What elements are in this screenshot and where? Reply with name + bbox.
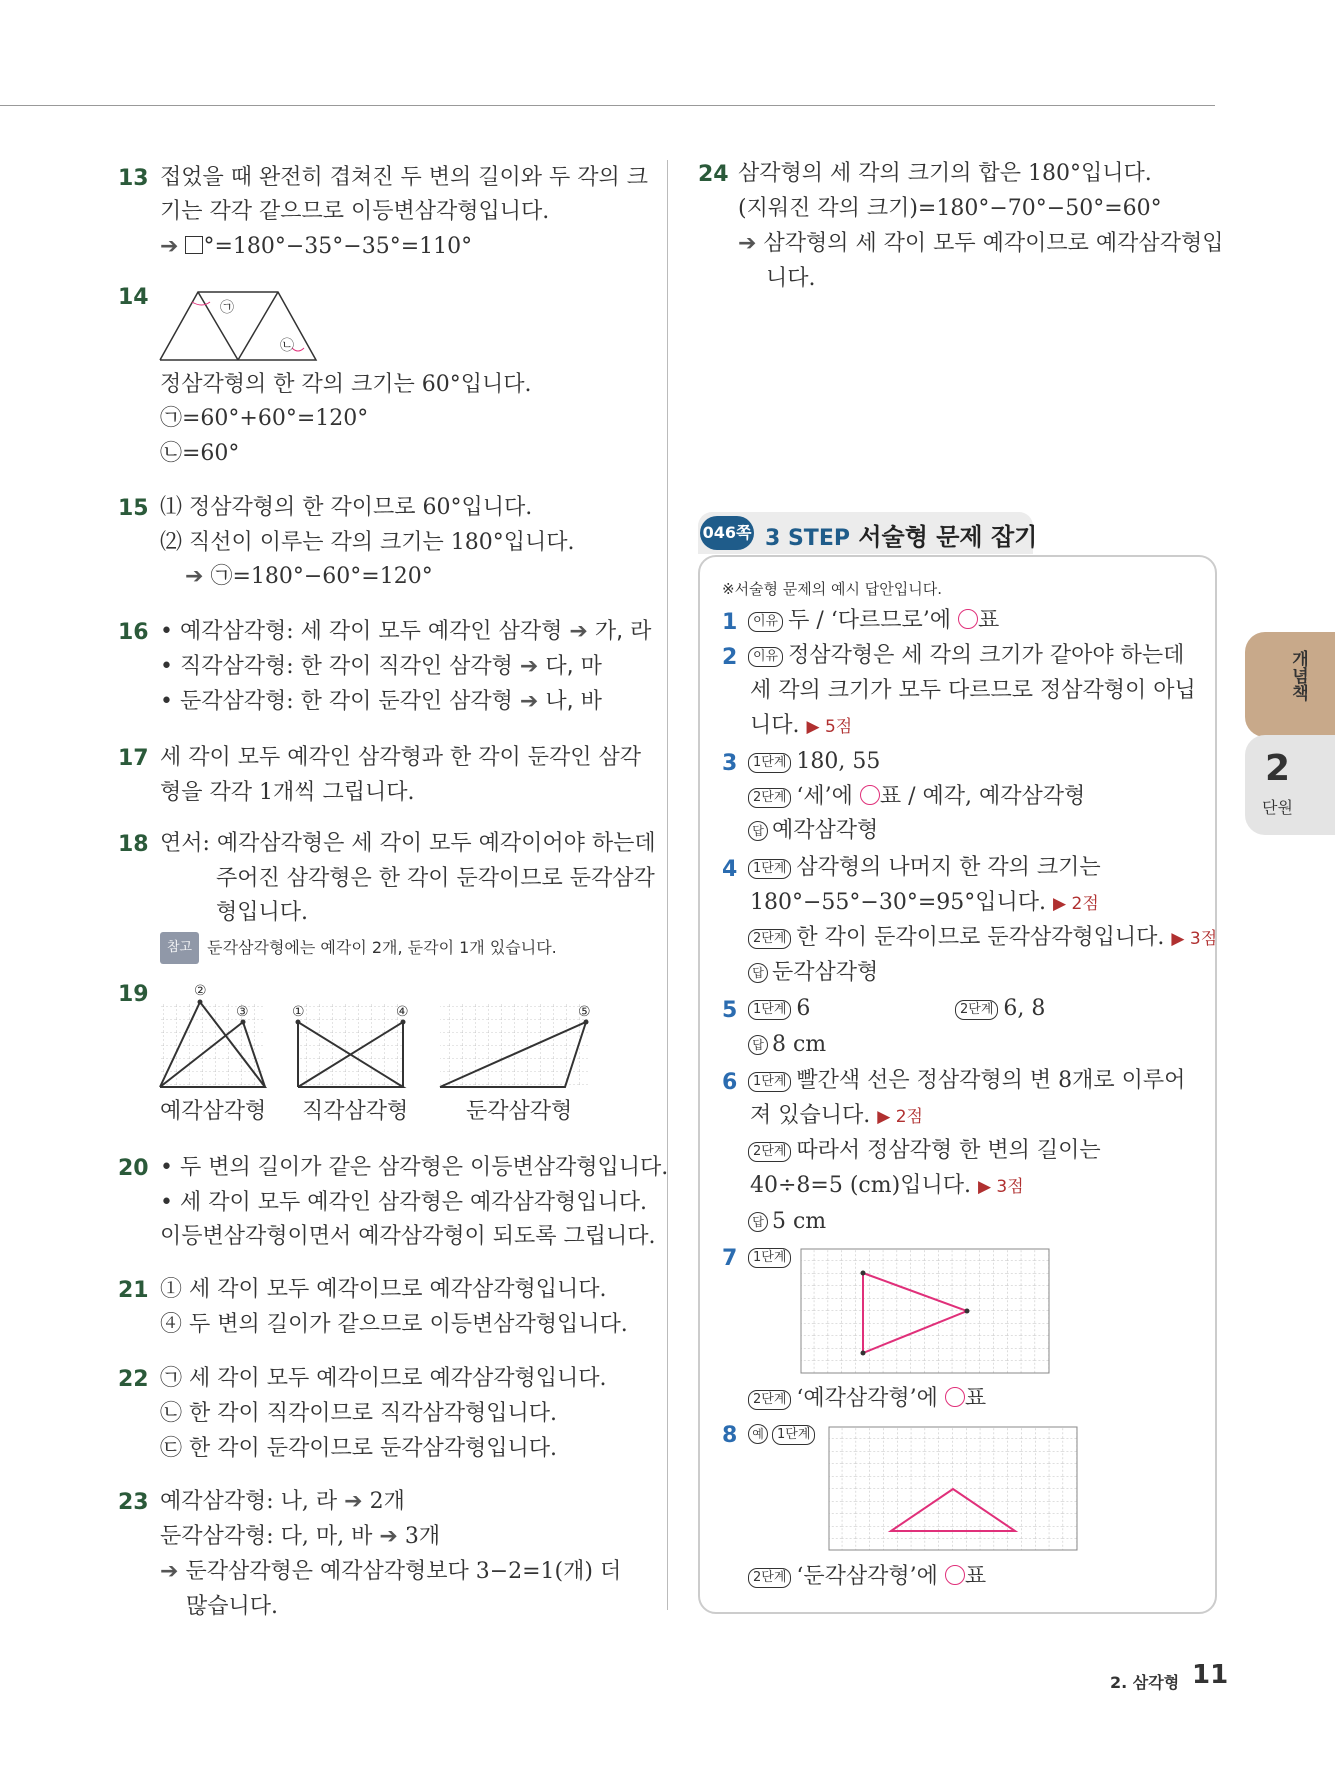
q13-line2: 기는 각각 같으므로 이등변삼각형입니다. — [160, 199, 550, 224]
q16-number: 16 — [118, 620, 149, 645]
q13-number: 13 — [118, 166, 149, 191]
q24-line2: (지워진 각의 크기)=180°−70°−50°=60° — [738, 196, 1162, 221]
q14-line2: ㉠=60°+60°=120° — [160, 406, 369, 431]
q17-line1: 세 각이 모두 예각인 삼각형과 한 각이 둔각인 삼각 — [160, 745, 641, 770]
q22-line2: ㉡ 한 각이 직각이므로 직각삼각형입니다. — [160, 1401, 557, 1426]
q14-parallelogram-diagram — [158, 288, 318, 363]
p5-step2: 2단계 6, 8 — [955, 994, 1045, 1024]
q21-line1: ① 세 각이 모두 예각이므로 예각삼각형입니다. — [160, 1277, 607, 1302]
arrow-icon: ➔ — [185, 564, 204, 589]
p5-answer: 답 8 cm — [748, 1030, 826, 1060]
circle-mark-icon — [860, 785, 880, 805]
circle-mark-icon — [958, 609, 978, 629]
q14-number: 14 — [118, 285, 149, 310]
p2-line1: 이유 정삼각형은 세 각의 크기가 같아야 하는데 — [748, 641, 1184, 671]
q23-line4: 많습니다. — [186, 1594, 279, 1619]
q24-line3: ➔ 삼각형의 세 각이 모두 예각이므로 예각삼각형입 — [738, 231, 1224, 256]
p8-grid-triangle — [828, 1426, 1078, 1552]
p6-line3: 2단계 따라서 정삼각형 한 변의 길이는 — [748, 1136, 1101, 1166]
circle-mark-icon — [945, 1565, 965, 1585]
q19-mark-4: ④ — [396, 1004, 409, 1020]
p5-step1: 1단계 6 — [748, 994, 810, 1024]
q19-mark-5: ⑤ — [578, 1004, 591, 1020]
q15-line3: ➔ ㉠=180°−60°=120° — [185, 564, 433, 589]
column-divider — [667, 160, 668, 1610]
q20-line1: • 두 변의 길이가 같은 삼각형은 이등변삼각형입니다. — [160, 1155, 669, 1180]
arrow-icon: ➔ — [519, 689, 539, 714]
q24-line1: 삼각형의 세 각의 크기의 합은 180°입니다. — [738, 161, 1152, 186]
q14-line3: ㉡=60° — [160, 441, 240, 466]
q18-line1: 연서: 예각삼각형은 세 각이 모두 예각이어야 하는데 — [160, 831, 656, 856]
q22-line1: ㉠ 세 각이 모두 예각이므로 예각삼각형입니다. — [160, 1366, 607, 1391]
q17-number: 17 — [118, 746, 149, 771]
q14-mark-1: ㉠ — [220, 300, 234, 316]
q15-line1: ⑴ 정삼각형의 한 각이므로 60°입니다. — [160, 495, 533, 520]
q19-number: 19 — [118, 982, 149, 1007]
q23-line3: ➔ 둔각삼각형은 예각삼각형보다 3−2=1(개) 더 — [160, 1559, 622, 1584]
q18-number: 18 — [118, 832, 149, 857]
p7-step1: 1단계 — [748, 1242, 796, 1272]
q19-label-obtuse: 둔각삼각형 — [466, 1099, 573, 1124]
p6-line4: 40÷8=5 (cm)입니다. ▶ 3점 — [750, 1173, 1024, 1198]
notice: ※서술형 문제의 예시 답안입니다. — [722, 580, 943, 598]
side-tab-unit-number: 2 — [1264, 748, 1291, 789]
q19-mark-1: ① — [292, 1004, 305, 1020]
p2-line3: 니다. ▶ 5점 — [750, 713, 853, 738]
p8-tags: 예 1단계 — [748, 1419, 820, 1449]
p1-line: 이유 두 / ‘다르므로’에 표 — [748, 606, 999, 636]
q19-label-acute: 예각삼각형 — [160, 1099, 267, 1124]
q19-triangles-diagram — [150, 980, 600, 1090]
p4-answer: 답 둔각삼각형 — [748, 958, 878, 988]
q21-line2: ④ 두 변의 길이가 같으므로 이등변삼각형입니다. — [160, 1312, 628, 1337]
q19-mark-3: ③ — [236, 1004, 249, 1020]
arrow-icon: ➔ — [379, 1524, 398, 1549]
q18-line3: 형입니다. — [216, 900, 309, 925]
p2-line2: 세 각의 크기가 모두 다르므로 정삼각형이 아닙 — [750, 678, 1196, 703]
p6-line2: 져 있습니다. ▶ 2점 — [750, 1103, 923, 1128]
q23-number: 23 — [118, 1490, 149, 1515]
p4-number: 4 — [722, 857, 738, 882]
page-ref-pill: 046쪽 — [700, 516, 754, 550]
q23-line2: 둔각삼각형: 다, 마, 바 ➔ 3개 — [160, 1524, 441, 1549]
q22-number: 22 — [118, 1367, 149, 1392]
arrow-icon: ➔ — [569, 619, 588, 644]
q24-number: 24 — [698, 162, 729, 187]
arrow-icon: ➔ — [160, 234, 179, 259]
q19-mark-2: ② — [194, 983, 207, 999]
p7-step2: 2단계 ‘예각삼각형’에 표 — [748, 1384, 986, 1414]
q18-line2: 주어진 삼각형은 한 각이 둔각이므로 둔각삼각 — [216, 866, 655, 891]
q20-number: 20 — [118, 1156, 149, 1181]
q21-number: 21 — [118, 1278, 149, 1303]
side-tab-concept-label: 개념책 — [1288, 650, 1308, 701]
p4-line2: 180°−55°−30°=95°입니다. ▶ 2점 — [750, 890, 1099, 915]
p1-number: 1 — [722, 610, 738, 635]
arrow-icon: ➔ — [160, 1559, 179, 1584]
p8-step2: 2단계 ‘둔각삼각형’에 표 — [748, 1562, 986, 1592]
p3-line1: 1단계 180, 55 — [748, 747, 880, 777]
p5-number: 5 — [722, 998, 738, 1023]
q16-line2: • 직각삼각형: 한 각이 직각인 삼각형 ➔ 다, 마 — [160, 654, 602, 679]
top-rule — [0, 105, 1215, 106]
q24-line4: 니다. — [766, 266, 816, 291]
q13-line1: 접었을 때 완전히 겹쳐진 두 변의 길이와 두 각의 크 — [160, 165, 648, 190]
section-title: 3 STEP 서술형 문제 잡기 — [765, 523, 1038, 551]
q14-line1: 정삼각형의 한 각의 크기는 60°입니다. — [160, 372, 532, 397]
blank-box-icon — [185, 236, 203, 254]
arrow-icon: ➔ — [738, 231, 757, 256]
q14-mark-2: ㉡ — [280, 338, 294, 354]
q20-line3: 이등변삼각형이면서 예각삼각형이 되도록 그립니다. — [160, 1224, 656, 1249]
footer-chapter: 2. 삼각형 — [1110, 1673, 1180, 1692]
p3-answer: 답 예각삼각형 — [748, 816, 878, 846]
q15-line2: ⑵ 직선이 이루는 각의 크기는 180°입니다. — [160, 530, 575, 555]
arrow-icon: ➔ — [344, 1489, 363, 1514]
q13-line3: ➔ °=180°−35°−35°=110° — [160, 234, 473, 259]
arrow-icon: ➔ — [519, 654, 539, 679]
p6-line1: 1단계 빨간색 선은 정삼각형의 변 8개로 이루어 — [748, 1066, 1185, 1096]
p4-line1: 1단계 삼각형의 나머지 한 각의 크기는 — [748, 853, 1101, 883]
p4-line3: 2단계 한 각이 둔각이므로 둔각삼각형입니다. ▶ 3점 — [748, 923, 1217, 954]
p7-grid-triangle — [800, 1248, 1050, 1376]
p6-number: 6 — [722, 1070, 738, 1095]
p2-number: 2 — [722, 645, 738, 670]
q15-number: 15 — [118, 496, 149, 521]
q16-line3: • 둔각삼각형: 한 각이 둔각인 삼각형 ➔ 나, 바 — [160, 689, 602, 714]
p3-number: 3 — [722, 751, 738, 776]
p6-answer: 답 5 cm — [748, 1207, 826, 1237]
q22-line3: ㉢ 한 각이 둔각이므로 둔각삼각형입니다. — [160, 1436, 557, 1461]
footer-page-number: 11 — [1192, 1660, 1229, 1690]
q17-line2: 형을 각각 1개씩 그립니다. — [160, 780, 415, 805]
q16-line1: • 예각삼각형: 세 각이 모두 예각인 삼각형 ➔ 가, 라 — [160, 619, 652, 644]
side-tab-unit-label: 단원 — [1262, 798, 1293, 817]
q19-label-right: 직각삼각형 — [302, 1099, 409, 1124]
circle-mark-icon — [945, 1387, 965, 1407]
q18-note: 참고 둔각삼각형에는 예각이 2개, 둔각이 1개 있습니다. — [160, 932, 557, 964]
q23-line1: 예각삼각형: 나, 라 ➔ 2개 — [160, 1489, 405, 1514]
q20-line2: • 세 각이 모두 예각인 삼각형은 예각삼각형입니다. — [160, 1190, 647, 1215]
p3-line2: 2단계 ‘세’에 표 / 예각, 예각삼각형 — [748, 782, 1085, 812]
p7-number: 7 — [722, 1246, 738, 1271]
p8-number: 8 — [722, 1423, 738, 1448]
note-tag: 참고 — [160, 932, 199, 964]
